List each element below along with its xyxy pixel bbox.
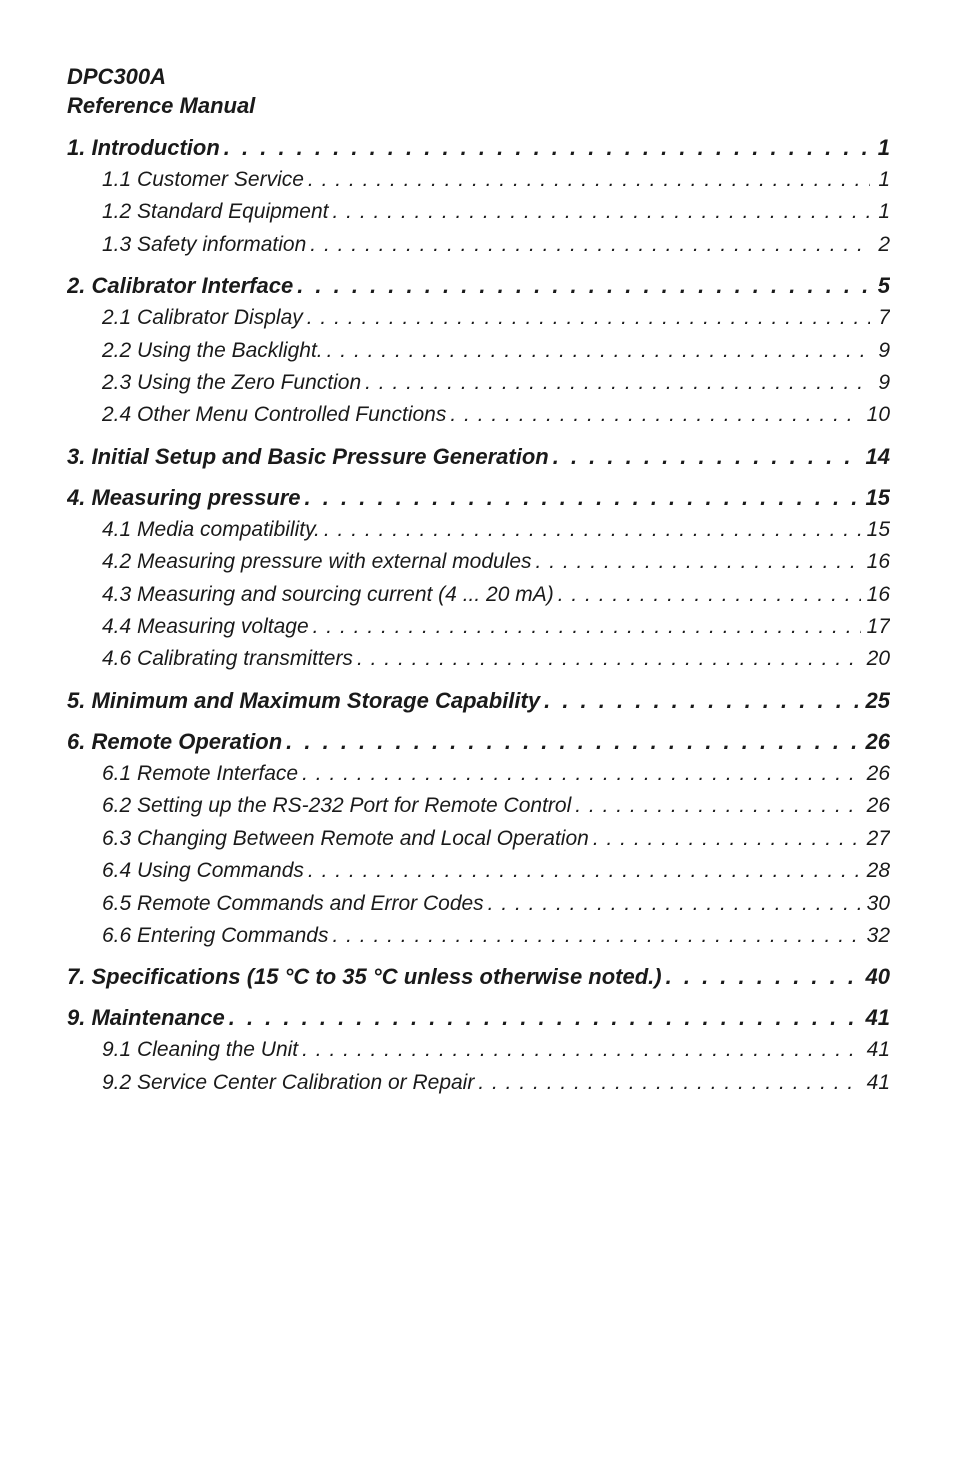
toc-subsection-entry[interactable] xyxy=(67,823,890,855)
toc-chapter-entry-label: 6. Remote Operation xyxy=(67,728,283,754)
toc-section xyxy=(67,685,890,717)
toc-subsection-entry-label: 4.1 Media compatibility. xyxy=(102,517,320,541)
toc-subsection-entry-label: 9.1 Cleaning the Unit xyxy=(102,1038,299,1062)
dot-leader xyxy=(229,1002,860,1034)
toc-section xyxy=(67,726,890,952)
toc-subsection-entry-label: 6.1 Remote Interface xyxy=(102,761,299,785)
dot-leader xyxy=(297,270,870,302)
toc-chapter-entry-label: 7. Specifications (15 °C to 35 °C unless otherwise noted.) xyxy=(67,964,662,990)
dot-leader xyxy=(365,367,870,399)
toc-subsection-entry-page-number: 7 xyxy=(878,306,890,330)
toc-chapter-entry-page-number: 26 xyxy=(865,728,890,754)
toc-subsection-entry[interactable] xyxy=(67,546,890,578)
dot-leader xyxy=(536,546,861,578)
toc-subsection-entry[interactable] xyxy=(67,196,890,228)
toc-chapter-entry[interactable] xyxy=(67,270,890,302)
toc-subsection-entry-label: 4.6 Calibrating transmitters xyxy=(102,647,353,671)
toc-subsection-entry[interactable] xyxy=(67,229,890,261)
toc-subsection-entry[interactable] xyxy=(67,579,890,611)
dot-leader xyxy=(308,855,861,887)
dot-leader xyxy=(357,643,861,675)
toc-chapter-entry[interactable] xyxy=(67,1002,890,1034)
toc-section xyxy=(67,1002,890,1099)
document-title xyxy=(67,62,890,120)
toc-chapter-entry[interactable] xyxy=(67,482,890,514)
toc-chapter-entry[interactable] xyxy=(67,132,890,164)
toc-subsection-entry[interactable] xyxy=(67,790,890,822)
dot-leader xyxy=(302,758,861,790)
toc-chapter-entry[interactable] xyxy=(67,441,890,473)
toc-subsection-entry-page-number: 9 xyxy=(878,371,890,395)
toc-subsection-entry-page-number: 9 xyxy=(878,338,890,362)
toc-subsection-entry-label: 6.2 Setting up the RS-232 Port for Remote Control xyxy=(102,794,572,818)
toc-chapter-entry-label: 9. Maintenance xyxy=(67,1005,225,1031)
dot-leader xyxy=(305,482,860,514)
dot-leader xyxy=(327,335,870,367)
toc-subsection-entry-label: 6.6 Entering Commands xyxy=(102,923,329,947)
toc-chapter-entry-label: 3. Initial Setup and Basic Pressure Generation xyxy=(67,443,549,469)
toc-chapter-entry[interactable] xyxy=(67,726,890,758)
dot-leader xyxy=(478,1067,860,1099)
table-of-contents xyxy=(67,132,890,1099)
dot-leader xyxy=(450,399,860,431)
toc-chapter-entry-label: 2. Calibrator Interface xyxy=(67,273,294,299)
dot-leader xyxy=(224,132,870,164)
toc-chapter-entry-page-number: 40 xyxy=(865,964,890,990)
toc-subsection-entry[interactable] xyxy=(67,1034,890,1066)
toc-chapter-entry[interactable] xyxy=(67,961,890,993)
dot-leader xyxy=(666,961,860,993)
toc-subsection-entry-label: 1.1 Customer Service xyxy=(102,168,304,191)
toc-subsection-entry[interactable] xyxy=(67,643,890,675)
toc-subsection-entry-label: 6.5 Remote Commands and Error Codes xyxy=(102,891,484,915)
toc-section xyxy=(67,270,890,432)
toc-subsection-entry-page-number: 26 xyxy=(866,761,890,785)
toc-subsection-entry-page-number: 1 xyxy=(878,200,890,224)
document-subtitle: Reference Manual xyxy=(67,93,256,118)
dot-leader xyxy=(544,685,859,717)
toc-subsection-entry[interactable] xyxy=(67,399,890,431)
dot-leader xyxy=(488,888,861,920)
toc-subsection-entry-page-number: 41 xyxy=(866,1070,890,1094)
toc-subsection-entry[interactable] xyxy=(67,888,890,920)
toc-chapter-entry-label: 1. Introduction xyxy=(67,135,220,160)
toc-section xyxy=(67,482,890,676)
toc-subsection-entry-label: 1.3 Safety information xyxy=(102,232,307,256)
toc-subsection-entry[interactable] xyxy=(67,302,890,334)
toc-chapter-entry[interactable] xyxy=(67,685,890,717)
toc-section xyxy=(67,132,890,261)
dot-leader xyxy=(286,726,859,758)
dot-leader xyxy=(310,229,870,261)
toc-subsection-entry-label: 4.3 Measuring and sourcing current (4 ... 20 mA) xyxy=(102,582,554,606)
toc-subsection-entry-page-number: 10 xyxy=(866,403,890,427)
toc-subsection-entry-page-number: 20 xyxy=(866,647,890,671)
toc-subsection-entry[interactable] xyxy=(67,1067,890,1099)
dot-leader xyxy=(553,441,860,473)
toc-chapter-entry-page-number: 15 xyxy=(865,484,890,510)
toc-subsection-entry-page-number: 1 xyxy=(878,168,890,191)
toc-subsection-entry[interactable] xyxy=(67,164,890,196)
toc-subsection-entry[interactable] xyxy=(67,611,890,643)
toc-subsection-entry[interactable] xyxy=(67,335,890,367)
toc-page xyxy=(67,62,890,1108)
toc-subsection-entry-page-number: 17 xyxy=(866,615,890,639)
toc-subsection-entry-page-number: 27 xyxy=(866,826,890,850)
toc-subsection-entry[interactable] xyxy=(67,514,890,546)
toc-subsection-entry-page-number: 32 xyxy=(866,923,890,947)
toc-subsection-entry-page-number: 16 xyxy=(866,582,890,606)
dot-leader xyxy=(302,1034,861,1066)
document-model: DPC300A xyxy=(67,64,167,89)
toc-subsection-entry-label: 2.3 Using the Zero Function xyxy=(102,371,362,395)
dot-leader xyxy=(313,611,861,643)
toc-subsection-entry-page-number: 2 xyxy=(878,232,890,256)
toc-subsection-entry-label: 2.1 Calibrator Display xyxy=(102,306,303,330)
toc-section xyxy=(67,441,890,473)
toc-subsection-entry-label: 4.4 Measuring voltage xyxy=(102,615,309,639)
toc-subsection-entry-label: 2.4 Other Menu Controlled Functions xyxy=(102,403,447,427)
dot-leader xyxy=(593,823,861,855)
dot-leader xyxy=(558,579,861,611)
dot-leader xyxy=(333,196,871,228)
toc-chapter-entry-page-number: 25 xyxy=(865,687,890,713)
toc-subsection-entry[interactable] xyxy=(67,758,890,790)
toc-subsection-entry-page-number: 41 xyxy=(866,1038,890,1062)
toc-chapter-entry-page-number: 14 xyxy=(865,443,890,469)
toc-chapter-entry-label: 4. Measuring pressure xyxy=(67,484,301,510)
toc-subsection-entry-label: 9.2 Service Center Calibration or Repair xyxy=(102,1070,475,1094)
toc-subsection-entry-page-number: 30 xyxy=(866,891,890,915)
toc-chapter-entry-page-number: 41 xyxy=(865,1005,890,1031)
toc-subsection-entry-page-number: 26 xyxy=(866,794,890,818)
toc-subsection-entry-label: 4.2 Measuring pressure with external modules xyxy=(102,550,532,574)
dot-leader xyxy=(332,920,860,952)
dot-leader xyxy=(308,164,870,196)
toc-subsection-entry[interactable] xyxy=(67,920,890,952)
toc-subsection-entry-label: 6.4 Using Commands xyxy=(102,859,304,883)
toc-subsection-entry[interactable] xyxy=(67,367,890,399)
dot-leader xyxy=(307,302,870,334)
toc-subsection-entry-page-number: 15 xyxy=(866,517,890,541)
toc-subsection-entry-page-number: 16 xyxy=(866,550,890,574)
toc-subsection-entry-page-number: 28 xyxy=(866,859,890,883)
toc-chapter-entry-page-number: 5 xyxy=(877,273,890,299)
toc-chapter-entry-page-number: 1 xyxy=(877,135,890,160)
toc-subsection-entry-label: 1.2 Standard Equipment xyxy=(102,200,329,224)
dot-leader xyxy=(324,514,861,546)
toc-subsection-entry[interactable] xyxy=(67,855,890,887)
toc-chapter-entry-label: 5. Minimum and Maximum Storage Capability xyxy=(67,687,541,713)
dot-leader xyxy=(575,790,860,822)
toc-subsection-entry-label: 2.2 Using the Backlight. xyxy=(102,338,323,362)
toc-section xyxy=(67,961,890,993)
toc-subsection-entry-label: 6.3 Changing Between Remote and Local Operation xyxy=(102,826,589,850)
